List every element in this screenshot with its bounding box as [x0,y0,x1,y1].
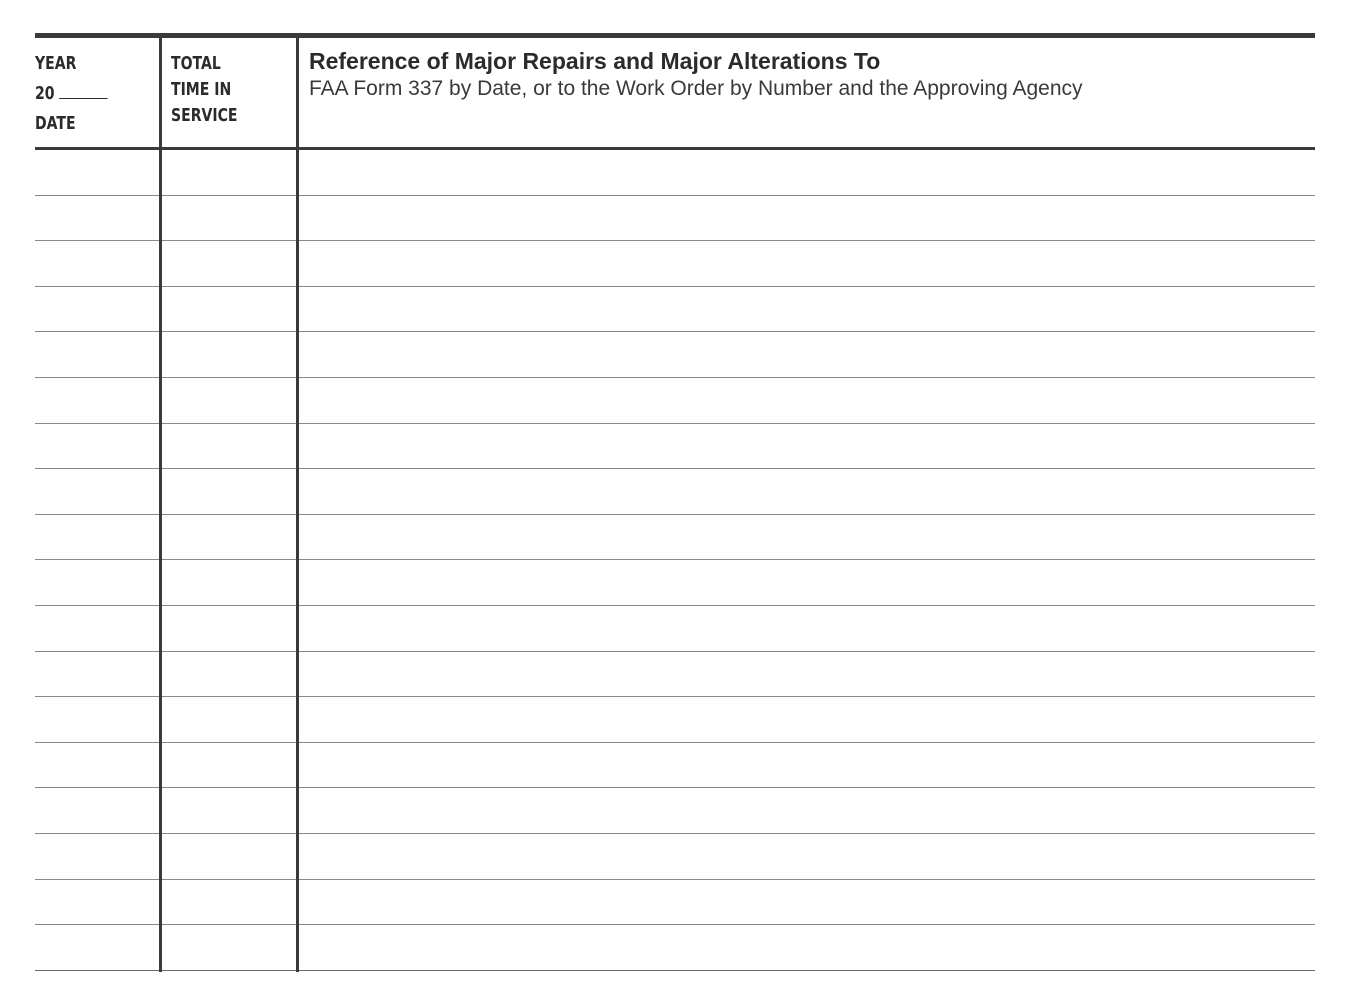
header-year-prefix: 20 [35,83,55,104]
date-cell[interactable] [35,241,159,286]
repair-log-form [35,33,1315,972]
reference-cell[interactable] [299,697,1315,742]
table-row [35,788,1315,834]
table-row [35,697,1315,743]
header-year-label: YEAR [35,53,77,74]
header-time-line1: TOTAL [171,53,221,74]
date-cell[interactable] [35,332,159,377]
date-cell[interactable] [35,834,159,879]
time-in-service-cell[interactable] [162,150,296,195]
column-divider-1 [159,36,162,972]
reference-cell[interactable] [299,150,1315,195]
table-row [35,743,1315,789]
time-in-service-cell[interactable] [162,469,296,514]
header-time-line3: SERVICE [171,105,238,126]
entry-rows [35,150,1315,971]
date-cell[interactable] [35,150,159,195]
table-row [35,652,1315,698]
time-in-service-cell[interactable] [162,515,296,560]
table-row [35,287,1315,333]
table-row [35,560,1315,606]
reference-cell[interactable] [299,560,1315,605]
reference-cell[interactable] [299,378,1315,423]
date-cell[interactable] [35,652,159,697]
date-cell[interactable] [35,697,159,742]
header-reference-title: Reference of Major Repairs and Major Alterations To [309,48,881,74]
reference-cell[interactable] [299,241,1315,286]
top-rule [35,33,1315,38]
date-cell[interactable] [35,196,159,241]
date-cell[interactable] [35,378,159,423]
reference-cell[interactable] [299,606,1315,651]
time-in-service-cell[interactable] [162,834,296,879]
header-reference-subtitle: FAA Form 337 by Date, or to the Work Order by Number and the Approving Agency [309,77,1083,100]
date-cell[interactable] [35,287,159,332]
time-in-service-cell[interactable] [162,652,296,697]
reference-cell[interactable] [299,788,1315,833]
date-cell[interactable] [35,560,159,605]
time-in-service-cell[interactable] [162,378,296,423]
header-time-line2: TIME IN [171,79,232,100]
date-cell[interactable] [35,424,159,469]
table-row [35,606,1315,652]
time-in-service-cell[interactable] [162,287,296,332]
reference-cell[interactable] [299,652,1315,697]
table-row [35,332,1315,378]
column-divider-2 [296,36,299,972]
reference-cell[interactable] [299,515,1315,560]
reference-cell[interactable] [299,196,1315,241]
time-in-service-cell[interactable] [162,925,296,970]
table-row [35,241,1315,287]
date-cell[interactable] [35,606,159,651]
date-cell[interactable] [35,788,159,833]
table-row [35,469,1315,515]
reference-cell[interactable] [299,332,1315,377]
year-blank-field[interactable] [59,78,107,99]
reference-cell[interactable] [299,424,1315,469]
table-row [35,424,1315,470]
reference-cell[interactable] [299,925,1315,970]
header-date-label: DATE [35,113,76,134]
time-in-service-cell[interactable] [162,606,296,651]
time-in-service-cell[interactable] [162,743,296,788]
header-year-date [35,51,108,137]
time-in-service-cell[interactable] [162,196,296,241]
reference-cell[interactable] [299,880,1315,925]
time-in-service-cell[interactable] [162,424,296,469]
date-cell[interactable] [35,515,159,560]
reference-cell[interactable] [299,287,1315,332]
date-cell[interactable] [35,925,159,970]
table-row [35,880,1315,926]
time-in-service-cell[interactable] [162,788,296,833]
reference-cell[interactable] [299,834,1315,879]
time-in-service-cell[interactable] [162,880,296,925]
date-cell[interactable] [35,743,159,788]
time-in-service-cell[interactable] [162,241,296,286]
reference-cell[interactable] [299,469,1315,514]
time-in-service-cell[interactable] [162,560,296,605]
table-row [35,150,1315,196]
header-total-time [171,51,238,129]
time-in-service-cell[interactable] [162,332,296,377]
date-cell[interactable] [35,880,159,925]
table-row [35,834,1315,880]
reference-cell[interactable] [299,743,1315,788]
table-row [35,515,1315,561]
date-cell[interactable] [35,469,159,514]
time-in-service-cell[interactable] [162,697,296,742]
table-row [35,925,1315,971]
table-row [35,196,1315,242]
table-row [35,378,1315,424]
